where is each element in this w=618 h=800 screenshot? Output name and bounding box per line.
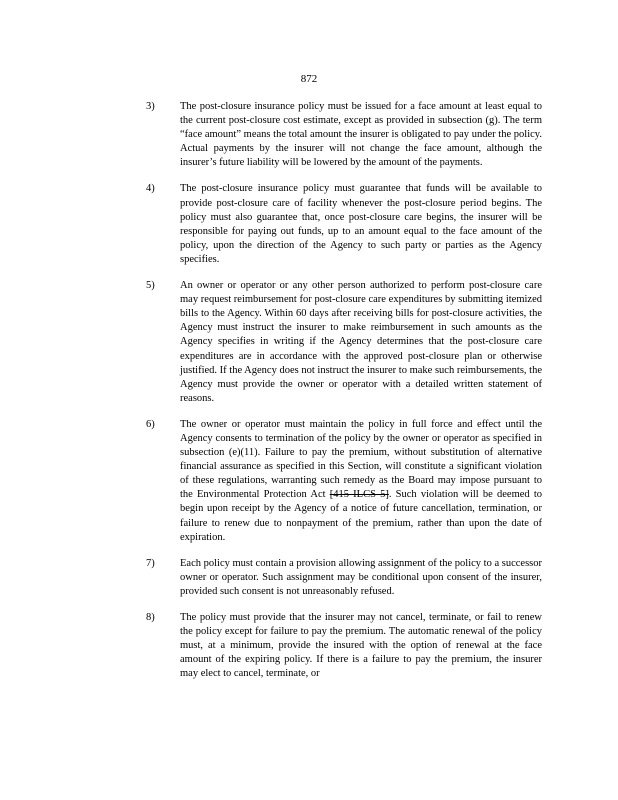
item-text: An owner or operator or any other person authorized to perform post-closure care may request reimbursement for post-closure care expenditures by submitting itemized bills to the Agency. Within 60 days after receiving bills for post-closure activities, the Agency must instruct the insurer to make reimbursement in such amounts as the Agency specifies in writing if the Agency determines that the post-closure care expenditures are in accordance with the approved post-closure plan or otherwise justified. If the Agency does not instruct the insurer to make such reimbursements, the Agency must provide the owner or operator with a detailed written statement of reasons. — [180, 280, 542, 404]
list-item — [146, 182, 542, 267]
item-text: Each policy must contain a provision allowing assignment of the policy to a successor owner or operator. Such assignment may be conditional upon consent of the insurer, provided such consent is not unreasonably refused. — [180, 557, 542, 597]
struck-citation: [415 ILCS 5] — [329, 489, 389, 501]
list-item — [146, 611, 542, 681]
numbered-list — [146, 100, 542, 693]
list-item — [146, 418, 542, 545]
list-item — [146, 100, 542, 170]
item-text — [180, 418, 542, 545]
item-number: 7) — [146, 557, 155, 569]
item-text-part: The owner or operator must maintain the policy in full force and effect until the Agency consents to termination of the policy by the owner or operator as specified in subsection (e)(11). Failure to pay the premium, without substitution of alternative financial assurance as specified in this Section, will constitute a significant violation of these regulations, warranting such remedy as the Board may impose pursuant to the Environmental Protection Act — [180, 418, 542, 501]
page-number: 872 — [300, 73, 318, 85]
item-number: 3) — [146, 101, 155, 112]
item-number: 4) — [146, 183, 155, 195]
list-item — [146, 279, 542, 406]
item-text-part: . Such violation will be deemed to begin upon receipt by the Agency of a notice of future cancellation, termination, or failure to renew due to nonpayment of the premium, rather than upon the date of expiration. — [180, 489, 543, 543]
item-number: 8) — [146, 612, 155, 623]
list-item — [146, 557, 542, 599]
item-number: 5) — [146, 280, 155, 292]
item-text: The post-closure insurance policy must be issued for a face amount at least equal to the current post-closure cost estimate, except as provided in subsection (g). The term “face amount” means the total amount the insurer is obligated to pay under the policy. Actual payments by the insurer will not change the face amount, although the insurer’s future liability will be lowered by the amount of the payments. — [180, 101, 542, 169]
item-number: 6) — [146, 418, 155, 430]
item-text: The post-closure insurance policy must guarantee that funds will be available to provide post-closure care of facility whenever the post-closure period begins. The policy must also guarantee that, once post-closure care begins, the insurer will be responsible for paying out funds, up to an amount equal to the face amount of the policy, upon the direction of the Agency to such party or parties as the Agency specifies. — [180, 183, 542, 265]
item-text: The policy must provide that the insurer may not cancel, terminate, or fail to renew the policy except for failure to pay the premium. The automatic renewal of the policy must, at a minimum, provide the insured with the option of renewal at the face amount of the expiring policy. If there is a failure to pay the premium, the insurer may elect to cancel, terminate, or — [180, 612, 542, 680]
